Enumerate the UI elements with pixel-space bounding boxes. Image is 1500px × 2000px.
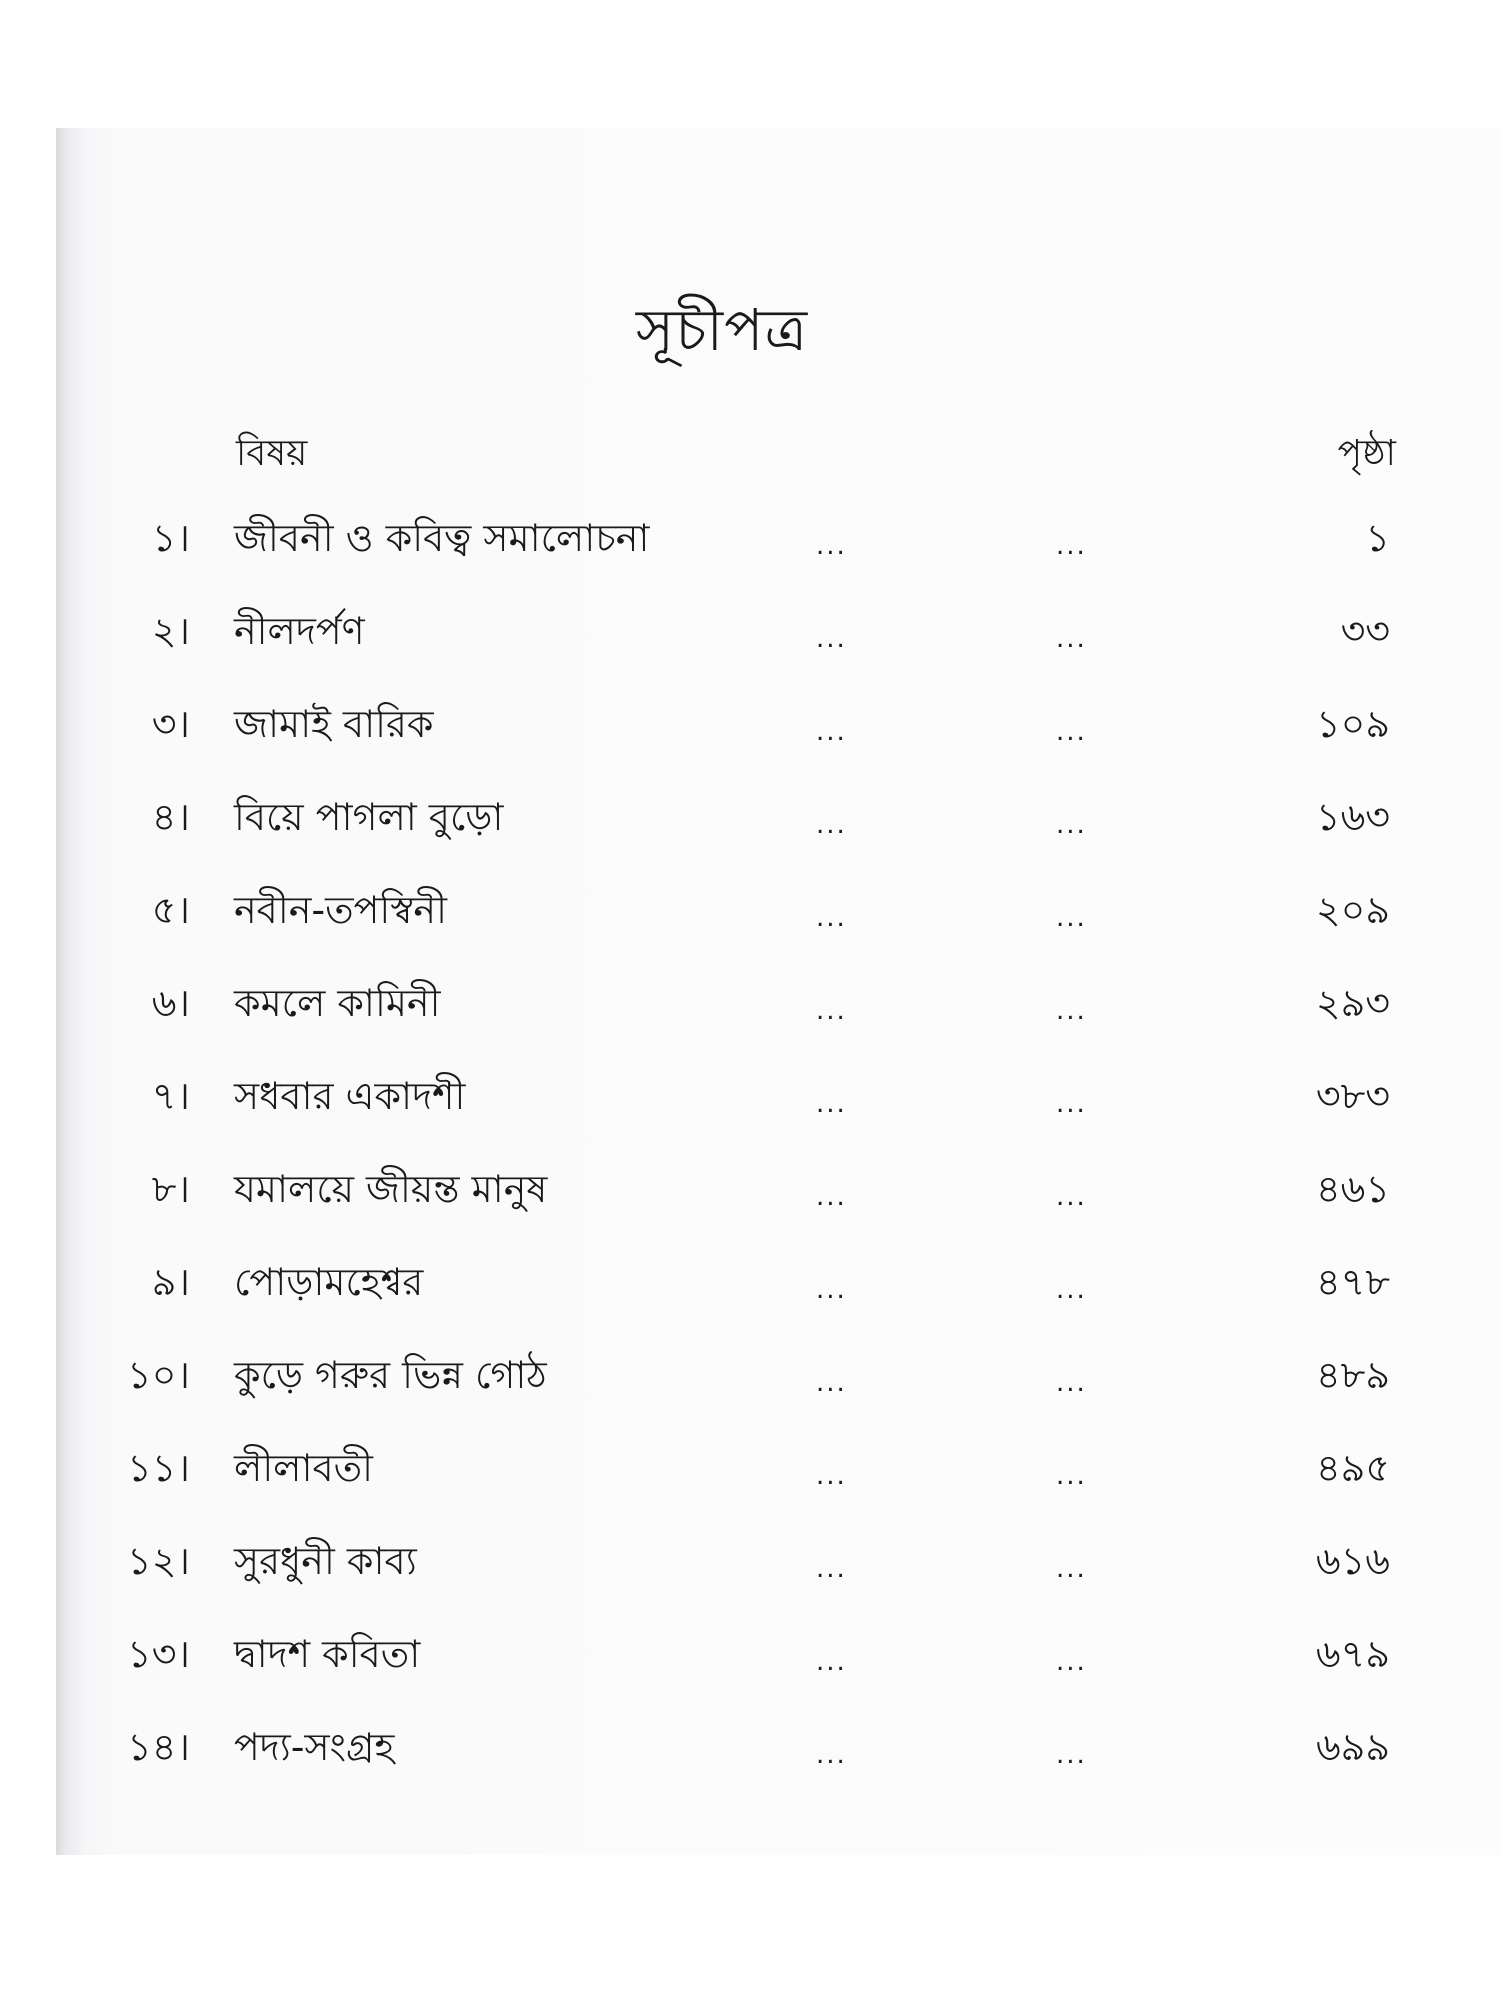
dot-leader: ... (816, 1275, 847, 1305)
entry-number: ৯। (151, 1260, 190, 1304)
entry-subject: জামাই বারিক (234, 702, 434, 746)
entry-number: ১৩। (127, 1632, 190, 1676)
entry-number: ৬। (151, 981, 190, 1025)
dot-leader: ... (1056, 717, 1087, 747)
dot-leader: ... (816, 1368, 847, 1398)
entry-number: ১৪। (127, 1725, 190, 1769)
entry-page: ১ (1365, 516, 1390, 560)
entry-number: ৮। (151, 1167, 190, 1211)
toc-entry (56, 1252, 1500, 1312)
dot-leader: ... (816, 1740, 847, 1770)
dot-leader: ... (816, 1461, 847, 1491)
entry-number: ১২। (127, 1539, 190, 1583)
entry-subject: নবীন-তপস্বিনী (234, 888, 447, 932)
entry-number: ১। (151, 516, 190, 560)
entry-page: ৪৮৯ (1316, 1353, 1390, 1397)
toc-entry (56, 1624, 1500, 1684)
entry-subject: দ্বাদশ কবিতা (234, 1632, 421, 1676)
entry-subject: পোড়ামহেশ্বর (234, 1260, 424, 1304)
dot-leader: ... (1056, 810, 1087, 840)
toc-entry (56, 1345, 1500, 1405)
entry-subject: কমলে কামিনী (234, 981, 441, 1025)
entry-number: ৩। (151, 702, 190, 746)
dot-leader: ... (816, 1647, 847, 1677)
toc-entry (56, 787, 1500, 847)
dot-leader: ... (1056, 1275, 1087, 1305)
entry-subject: লীলাবতী (234, 1446, 374, 1490)
entry-subject: যমালয়ে জীয়ন্ত মানুষ (234, 1167, 548, 1211)
entry-number: ১০। (127, 1353, 190, 1397)
page-title: সূচীপত্র (635, 296, 809, 364)
dot-leader: ... (816, 531, 847, 561)
toc-entry (56, 1531, 1500, 1591)
dot-leader: ... (1056, 1554, 1087, 1584)
entry-page: ১৬৩ (1315, 795, 1390, 839)
toc-entry (56, 1066, 1500, 1126)
entry-page: ৪৯৫ (1316, 1446, 1390, 1490)
entry-subject: কুড়ে গরুর ভিন্ন গোঠ (234, 1353, 547, 1397)
dot-leader: ... (1056, 531, 1087, 561)
entry-page: ৬৯৯ (1315, 1725, 1390, 1769)
entry-page: ৩৮৩ (1315, 1074, 1390, 1118)
toc-entry (56, 694, 1500, 754)
toc-entry (56, 1438, 1500, 1498)
dot-leader: ... (816, 717, 847, 747)
toc-entry (56, 880, 1500, 940)
entry-page: ৬১৬ (1315, 1539, 1390, 1583)
toc-entry (56, 973, 1500, 1033)
dot-leader: ... (1056, 903, 1087, 933)
toc-entry (56, 1717, 1500, 1777)
dot-leader: ... (816, 1554, 847, 1584)
entry-subject: সধবার একাদশী (234, 1074, 466, 1118)
toc-entry (56, 1159, 1500, 1219)
entry-page: ২০৯ (1315, 888, 1390, 932)
toc-entry (56, 601, 1500, 661)
dot-leader: ... (1056, 1182, 1087, 1212)
entry-page: ৬৭৯ (1315, 1632, 1390, 1676)
entry-number: ২। (151, 609, 190, 653)
entry-page: ৩৩ (1340, 609, 1390, 653)
entry-number: ১১। (127, 1446, 190, 1490)
entry-page: ২৯৩ (1315, 981, 1390, 1025)
dot-leader: ... (816, 903, 847, 933)
dot-leader: ... (1056, 624, 1087, 654)
column-header-page: পৃষ্ঠা (1337, 433, 1396, 474)
entry-page: ৪৭৮ (1315, 1260, 1390, 1304)
entry-subject: নীলদর্পণ (234, 609, 365, 653)
column-header-subject: বিষয় (236, 433, 308, 474)
entry-subject: পদ্য-সংগ্রহ (234, 1725, 395, 1769)
book-page (56, 128, 1500, 1855)
entry-number: ৭। (151, 1074, 190, 1118)
dot-leader: ... (1056, 1368, 1087, 1398)
entry-subject: জীবনী ও কবিত্ব সমালোচনা (234, 516, 650, 560)
dot-leader: ... (816, 996, 847, 1026)
dot-leader: ... (1056, 996, 1087, 1026)
dot-leader: ... (816, 1182, 847, 1212)
dot-leader: ... (1056, 1740, 1087, 1770)
dot-leader: ... (1056, 1089, 1087, 1119)
entry-subject: সুরধুনী কাব্য (234, 1539, 417, 1583)
dot-leader: ... (816, 1089, 847, 1119)
dot-leader: ... (1056, 1647, 1087, 1677)
entry-page: ৪৬১ (1315, 1167, 1390, 1211)
toc-entry (56, 508, 1500, 568)
dot-leader: ... (1056, 1461, 1087, 1491)
entry-number: ৪। (151, 795, 190, 839)
entry-subject: বিয়ে পাগলা বুড়ো (234, 795, 504, 839)
entry-number: ৫। (151, 888, 190, 932)
dot-leader: ... (816, 810, 847, 840)
dot-leader: ... (816, 624, 847, 654)
entry-page: ১০৯ (1315, 702, 1390, 746)
